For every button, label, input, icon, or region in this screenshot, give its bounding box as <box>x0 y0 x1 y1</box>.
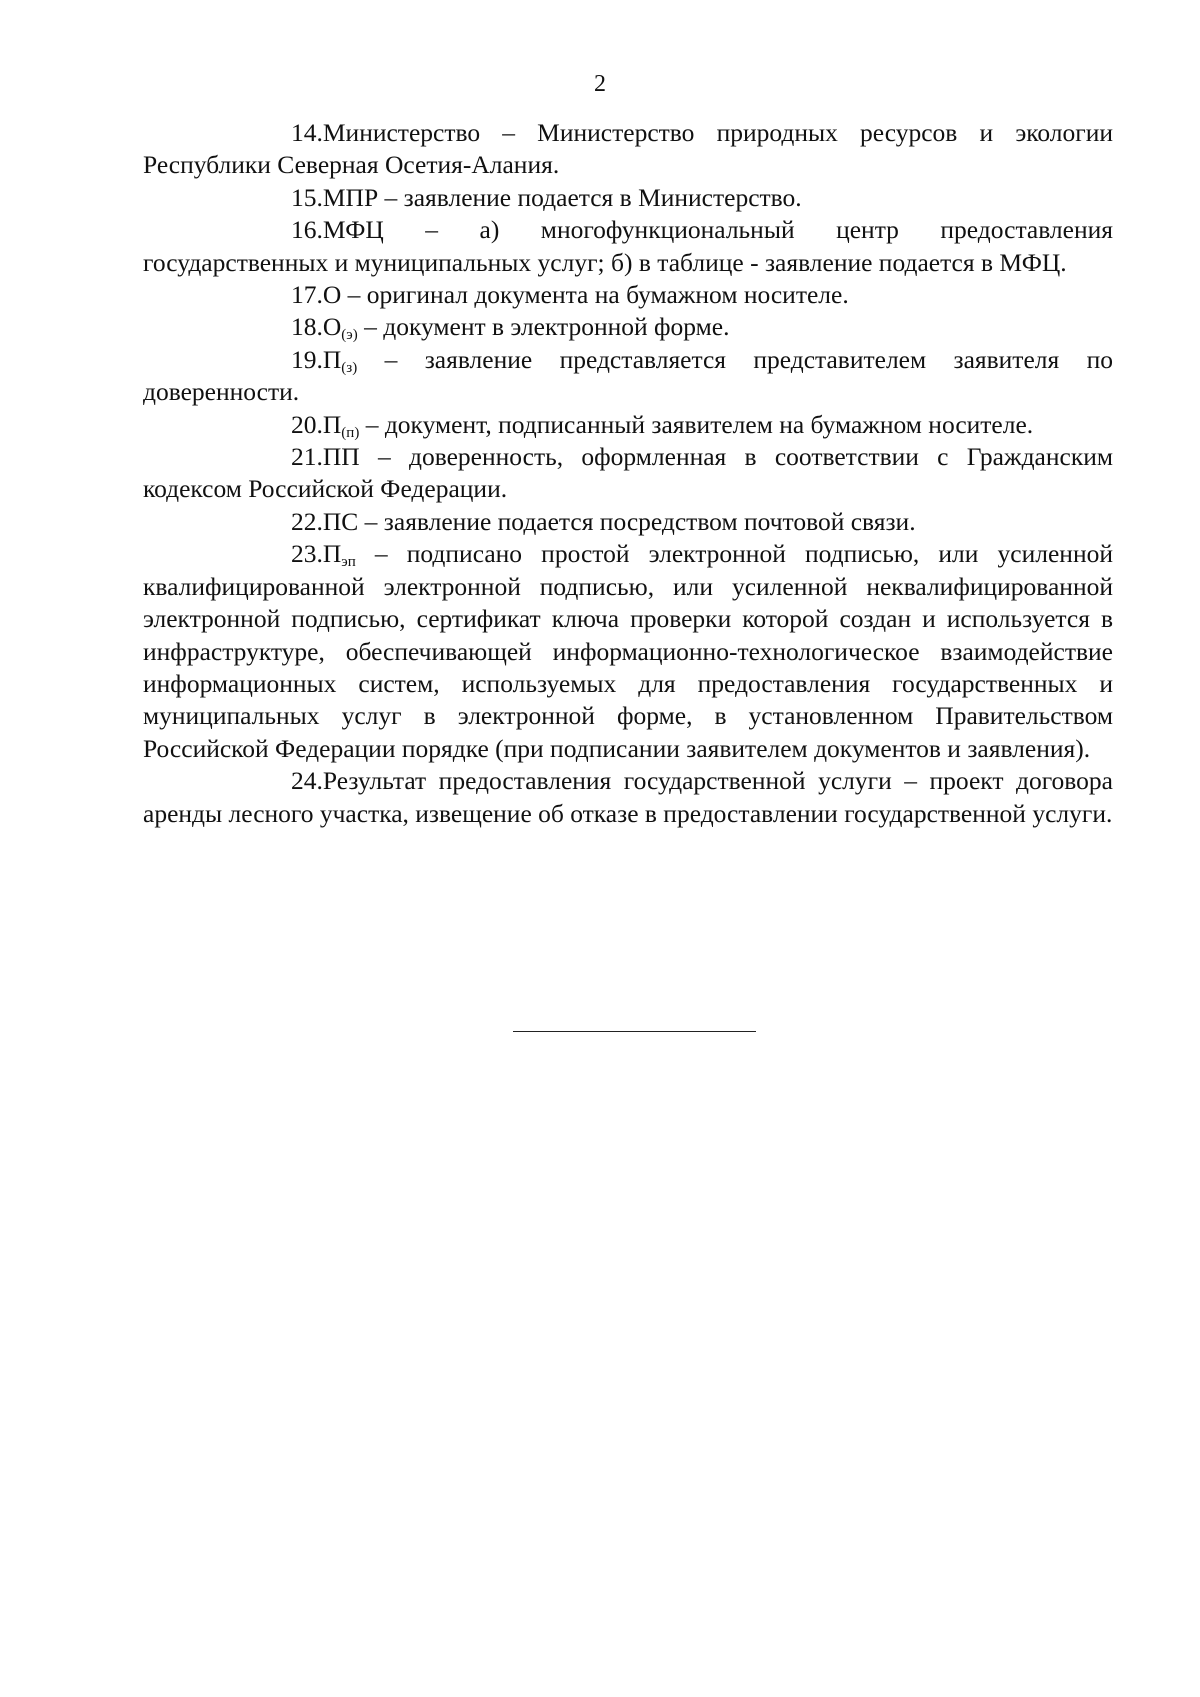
list-item: $20.П_{(п)}$ – документ, подписанный заявителем на бумажном носителе. <box>291 409 1034 441</box>
list-item: $18.О_{(э)}$ – документ в электронной форме. <box>291 312 730 344</box>
list-item: 21.ПП – доверенность, оформленная в соответствии с Гражданским кодексом Российской Федерации. <box>143 442 1113 504</box>
list-item: 16.МФЦ – а) многофункциональный центр предоставления государственных и муниципальных услуг; б) в таблице - заявление подается в МФЦ. <box>143 215 1113 277</box>
definitions-list <box>143 117 1113 830</box>
end-separator-line <box>513 1031 756 1032</box>
list-item: 24.Результат предоставления государственной услуги – проект договора аренды лесного участка, извещение об отказе в предоставлении государственной услуги. <box>143 766 1113 828</box>
list-item: $19.П_{(з)}$ – заявление представляется представителем заявителя по доверенности. <box>143 344 1113 407</box>
list-item: 14.Министерство – Министерство природных ресурсов и экологии Республики Северная Осетия-Алания. <box>143 118 1113 180</box>
page-number: 2 <box>594 71 606 97</box>
list-item: 22.ПС – заявление подается посредством почтовой связи. <box>291 506 916 536</box>
list-item: 15.МПР – заявление подается в Министерство. <box>291 182 802 212</box>
list-item: 17.О – оригинал документа на бумажном носителе. <box>291 280 849 310</box>
list-item: $23.П_{эп}$ – подписано простой электронной подписью, или усиленной квалифицированной электронной подписью, или усиленной неквалифицированной электронной подписью, сертификат ключа проверки которой создан и используется в инфраструктуре, обеспечивающей информационно-технологическое взаимодействие информационных систем, используемых для предоставления государственных и муниципальных услуг в электронной форме, в установленном Правительством Российской Федерации порядке (при подписании заявителем документов и заявления). <box>143 539 1113 763</box>
